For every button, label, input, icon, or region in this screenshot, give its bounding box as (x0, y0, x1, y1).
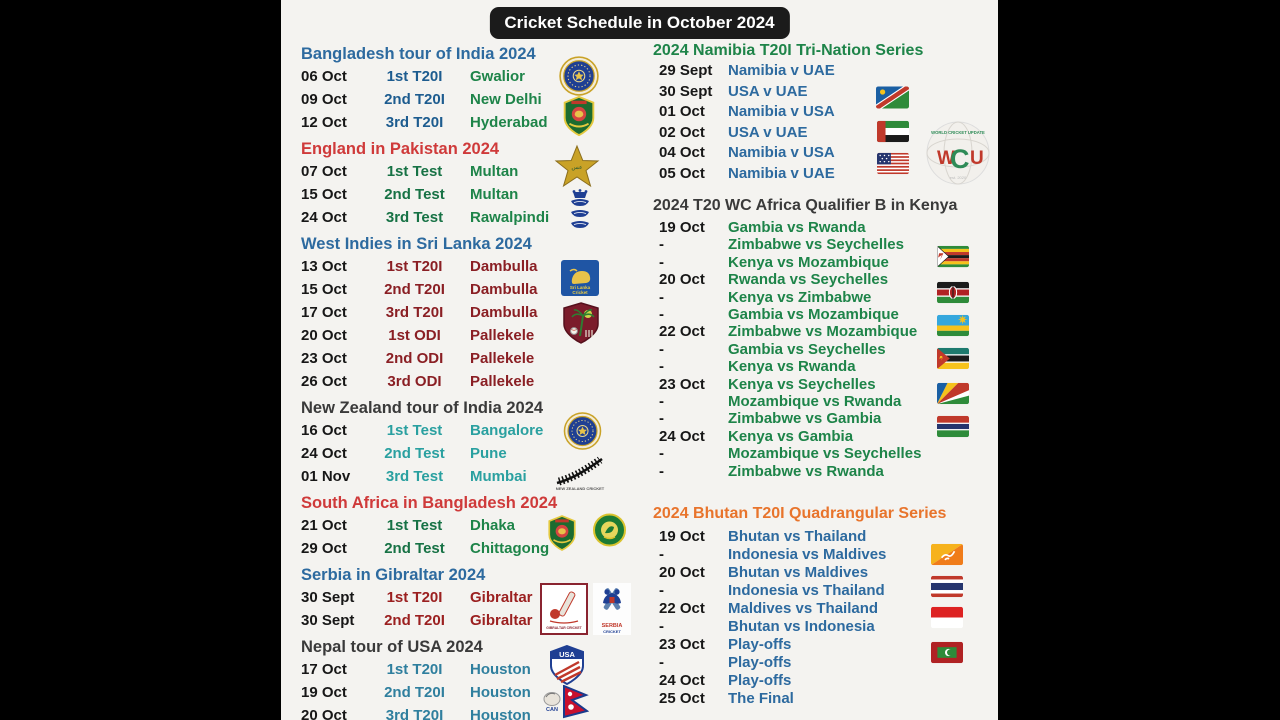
west-indies-logo (561, 302, 601, 344)
match-date: 16 Oct (301, 422, 347, 439)
svg-text:Cricket: Cricket (572, 290, 588, 295)
sri-lanka-cricket-logo (560, 259, 600, 297)
match-date: 30 Sept (301, 589, 355, 606)
svg-text:WORLD CRICKET UPDATE: WORLD CRICKET UPDATE (931, 130, 985, 135)
match-fixture: Zimbabwe vs Rwanda (728, 462, 884, 480)
match-date: 01 Nov (301, 468, 351, 485)
match-venue: Bangalore (470, 422, 544, 439)
maldives-flag-icon (931, 641, 963, 664)
match-venue: Dambulla (470, 281, 538, 298)
match-date: - (659, 306, 664, 324)
bcci-logo (557, 55, 601, 97)
match-date: - (659, 582, 664, 600)
match-date: 02 Oct (659, 123, 705, 141)
match-fixture: Play-offs (728, 654, 792, 672)
namibia-flag-icon (876, 86, 909, 109)
svg-text:est. 2020: est. 2020 (949, 175, 967, 180)
match-date: 12 Oct (301, 114, 347, 131)
kenya-flag-icon (937, 281, 969, 304)
match-type: 1st Test (386, 163, 443, 180)
match-venue: Pallekele (470, 327, 535, 344)
match-type: 2nd Test (384, 186, 445, 203)
match-date: 17 Oct (301, 304, 347, 321)
match-date: 29 Oct (301, 540, 347, 557)
match-type: 2nd ODI (385, 350, 444, 367)
table-row (653, 672, 998, 690)
match-fixture: Zimbabwe vs Mozambique (728, 323, 918, 341)
match-date: 15 Oct (301, 281, 347, 298)
match-type: 2nd Test (384, 540, 445, 557)
zimbabwe-flag-icon (937, 245, 969, 268)
match-type: 3rd T20I (385, 304, 444, 321)
match-fixture: Bhutan vs Maldives (728, 564, 869, 582)
match-type: 1st Test (386, 422, 443, 439)
match-date: 24 Oct (659, 427, 705, 445)
match-fixture: USA v UAE (728, 123, 808, 141)
match-date: 19 Oct (659, 528, 705, 546)
match-venue: Chittagong (470, 540, 550, 557)
table-row (653, 445, 998, 462)
match-fixture: Namibia v UAE (728, 62, 835, 79)
match-date: - (659, 410, 664, 428)
seychelles-flag-icon (937, 382, 969, 405)
match-venue: Mumbai (470, 468, 527, 485)
indonesia-flag-icon (931, 606, 963, 629)
match-fixture: Mozambique vs Seychelles (728, 445, 922, 463)
match-date: 19 Oct (301, 684, 347, 701)
table-row (301, 681, 653, 704)
match-date: 23 Oct (659, 375, 705, 393)
match-type: 1st T20I (386, 661, 443, 678)
match-venue: Dambulla (470, 304, 538, 321)
section-title: Serbia in Gibraltar 2024 (301, 566, 486, 584)
match-venue: Hyderabad (470, 114, 548, 131)
match-fixture: Kenya vs Gambia (728, 427, 854, 445)
wcu-watermark-logo (924, 119, 993, 188)
table-row (301, 704, 653, 720)
table-row (301, 255, 653, 278)
new-zealand-fern-logo (552, 452, 609, 492)
gambia-flag-icon (937, 415, 969, 438)
match-fixture: Gambia vs Rwanda (728, 219, 866, 236)
match-date: - (659, 236, 664, 254)
match-type: 1st T20I (386, 589, 443, 606)
match-date: 29 Sept (659, 62, 713, 79)
match-fixture: Maldives vs Thailand (728, 600, 879, 618)
match-fixture: Gambia vs Mozambique (728, 306, 899, 324)
match-fixture: Indonesia vs Thailand (728, 582, 885, 600)
page-title: Cricket Schedule in October 2024 (489, 7, 789, 39)
match-venue: New Delhi (470, 91, 542, 108)
match-type: 3rd T20I (385, 707, 444, 720)
match-date: - (659, 618, 664, 636)
svg-text:U: U (970, 148, 984, 169)
match-fixture: Mozambique vs Rwanda (728, 393, 902, 411)
gibraltar-cricket-logo (540, 583, 588, 635)
section-title: England in Pakistan 2024 (301, 140, 500, 158)
match-type: 1st ODI (388, 327, 441, 344)
match-fixture: Kenya vs Seychelles (728, 375, 876, 393)
match-fixture: Zimbabwe vs Gambia (728, 410, 882, 428)
match-type: 3rd Test (385, 209, 444, 226)
match-date: 15 Oct (301, 186, 347, 203)
match-date: 06 Oct (301, 68, 347, 85)
match-type: 2nd T20I (384, 281, 445, 298)
match-date: 07 Oct (301, 163, 347, 180)
match-type: 3rd ODI (387, 373, 442, 390)
match-venue: Gibraltar (470, 589, 533, 606)
match-type: 2nd T20I (384, 612, 445, 629)
match-date: 22 Oct (659, 600, 705, 618)
match-date: 22 Oct (659, 323, 705, 341)
svg-text:NEW ZEALAND CRICKET: NEW ZEALAND CRICKET (555, 486, 605, 491)
match-venue: Multan (470, 163, 519, 180)
table-row (301, 111, 653, 134)
match-date: - (659, 253, 664, 271)
match-venue: Houston (470, 661, 531, 678)
table-row (653, 463, 998, 480)
match-fixture: Bhutan vs Thailand (728, 528, 867, 546)
table-row (301, 347, 653, 370)
serbia-cricket-logo (593, 583, 631, 635)
match-date: - (659, 654, 664, 672)
match-date: 04 Oct (659, 144, 705, 161)
match-venue: Pune (470, 445, 507, 462)
match-date: 23 Oct (301, 350, 347, 367)
match-date: - (659, 546, 664, 564)
table-row (301, 278, 653, 301)
match-date: - (659, 445, 664, 463)
match-type: 2nd T20I (384, 684, 445, 701)
section-title: South Africa in Bangladesh 2024 (301, 494, 558, 512)
england-ecb-logo (560, 188, 600, 235)
bangladesh-cricket-logo (545, 514, 579, 552)
bcci-logo (562, 411, 603, 451)
pakistan-cricket-star-logo (552, 144, 602, 190)
cricket-south-africa-logo (592, 513, 627, 551)
svg-text:C: C (950, 144, 970, 174)
svg-text:GIBRALTAR CRICKET: GIBRALTAR CRICKET (546, 626, 582, 630)
match-date: 30 Sept (301, 612, 355, 629)
match-date: 26 Oct (301, 373, 347, 390)
rwanda-flag-icon (937, 314, 969, 337)
schedule-poster (281, 0, 998, 720)
match-fixture: Namibia v USA (728, 144, 835, 161)
svg-text:CAN: CAN (546, 707, 558, 713)
table-row (301, 370, 653, 393)
bangladesh-cricket-logo (559, 95, 599, 137)
match-venue: Dambulla (470, 258, 538, 275)
match-venue: Multan (470, 186, 519, 203)
table-row (653, 690, 998, 708)
match-type: 1st T20I (386, 68, 443, 85)
match-date: - (659, 462, 664, 480)
match-fixture: USA v UAE (728, 82, 808, 100)
table-row (301, 658, 653, 681)
match-fixture: Indonesia vs Maldives (728, 546, 887, 564)
match-type: 2nd T20I (384, 91, 445, 108)
uae-flag-icon (877, 120, 909, 143)
match-date: 05 Oct (659, 164, 705, 182)
usa-cricket-logo (549, 645, 585, 685)
bhutan-flag-icon (931, 543, 963, 566)
match-date: 20 Oct (659, 564, 705, 582)
match-venue: Houston (470, 707, 531, 720)
match-venue: Gibraltar (470, 612, 533, 629)
match-venue: Gwalior (470, 68, 526, 85)
match-date: 17 Oct (301, 661, 347, 678)
table-row (653, 61, 998, 82)
section-rows (301, 658, 653, 720)
match-fixture: Gambia vs Seychelles (728, 340, 886, 358)
match-venue: Rawalpindi (470, 209, 550, 226)
match-fixture: The Final (728, 690, 794, 708)
usa-flag-icon (877, 152, 909, 175)
match-fixture: Play-offs (728, 636, 792, 654)
match-type: 3rd Test (385, 468, 444, 485)
section-title: 2024 Bhutan T20I Quadrangular Series (653, 505, 947, 523)
match-date: 25 Oct (659, 690, 705, 708)
match-type: 3rd T20I (385, 114, 444, 131)
match-date: 24 Oct (301, 209, 347, 226)
match-date: 19 Oct (659, 219, 705, 236)
match-fixture: Rwanda vs Seychelles (728, 271, 889, 289)
match-date: 13 Oct (301, 258, 347, 275)
svg-text:Sri Lanka: Sri Lanka (569, 285, 591, 290)
match-date: 09 Oct (301, 91, 347, 108)
match-type: 2nd Test (384, 445, 445, 462)
svg-text:USA: USA (559, 650, 575, 659)
match-type: 1st Test (386, 517, 443, 534)
match-fixture: Namibia v UAE (728, 164, 835, 182)
match-fixture: Zimbabwe vs Seychelles (728, 236, 904, 254)
nepal-can-flag-logo (542, 685, 589, 719)
section-title: Nepal tour of USA 2024 (301, 638, 483, 656)
match-date: - (659, 358, 664, 376)
match-date: 20 Oct (659, 271, 705, 289)
match-date: 20 Oct (301, 327, 347, 344)
match-date: 24 Oct (301, 445, 347, 462)
section-title: 2024 T20 WC Africa Qualifier B in Kenya (653, 197, 958, 214)
match-date: 21 Oct (301, 517, 347, 534)
match-date: - (659, 393, 664, 411)
svg-text:عس: عس (571, 165, 583, 171)
match-fixture: Bhutan vs Indonesia (728, 618, 875, 636)
match-fixture: Kenya vs Zimbabwe (728, 288, 872, 306)
svg-text:W: W (937, 148, 955, 169)
table-row (301, 206, 653, 229)
match-venue: Dhaka (470, 517, 516, 534)
match-date: - (659, 340, 664, 358)
match-fixture: Play-offs (728, 672, 792, 690)
section-title: Bangladesh tour of India 2024 (301, 45, 536, 63)
match-date: 20 Oct (301, 707, 347, 720)
match-date: 01 Oct (659, 103, 705, 120)
section-title: New Zealand tour of India 2024 (301, 399, 544, 417)
mozambique-flag-icon (937, 347, 969, 370)
section-title: West Indies in Sri Lanka 2024 (301, 235, 532, 253)
match-date: 23 Oct (659, 636, 705, 654)
svg-text:CRICKET: CRICKET (603, 629, 621, 634)
thailand-flag-icon (931, 575, 963, 598)
match-venue: Pallekele (470, 350, 535, 367)
svg-text:SERBIA: SERBIA (601, 623, 623, 629)
match-fixture: Kenya vs Mozambique (728, 253, 889, 271)
match-date: - (659, 288, 664, 306)
match-date: 30 Sept (659, 82, 713, 100)
match-fixture: Kenya vs Rwanda (728, 358, 856, 376)
match-type: 1st T20I (386, 258, 443, 275)
table-row (653, 82, 998, 103)
match-fixture: Namibia v USA (728, 103, 835, 120)
match-date: 24 Oct (659, 672, 705, 690)
match-venue: Houston (470, 684, 531, 701)
match-venue: Pallekele (470, 373, 535, 390)
schedule-section (301, 637, 653, 720)
section-title: 2024 Namibia T20I Tri-Nation Series (653, 42, 924, 59)
table-row (653, 219, 998, 236)
